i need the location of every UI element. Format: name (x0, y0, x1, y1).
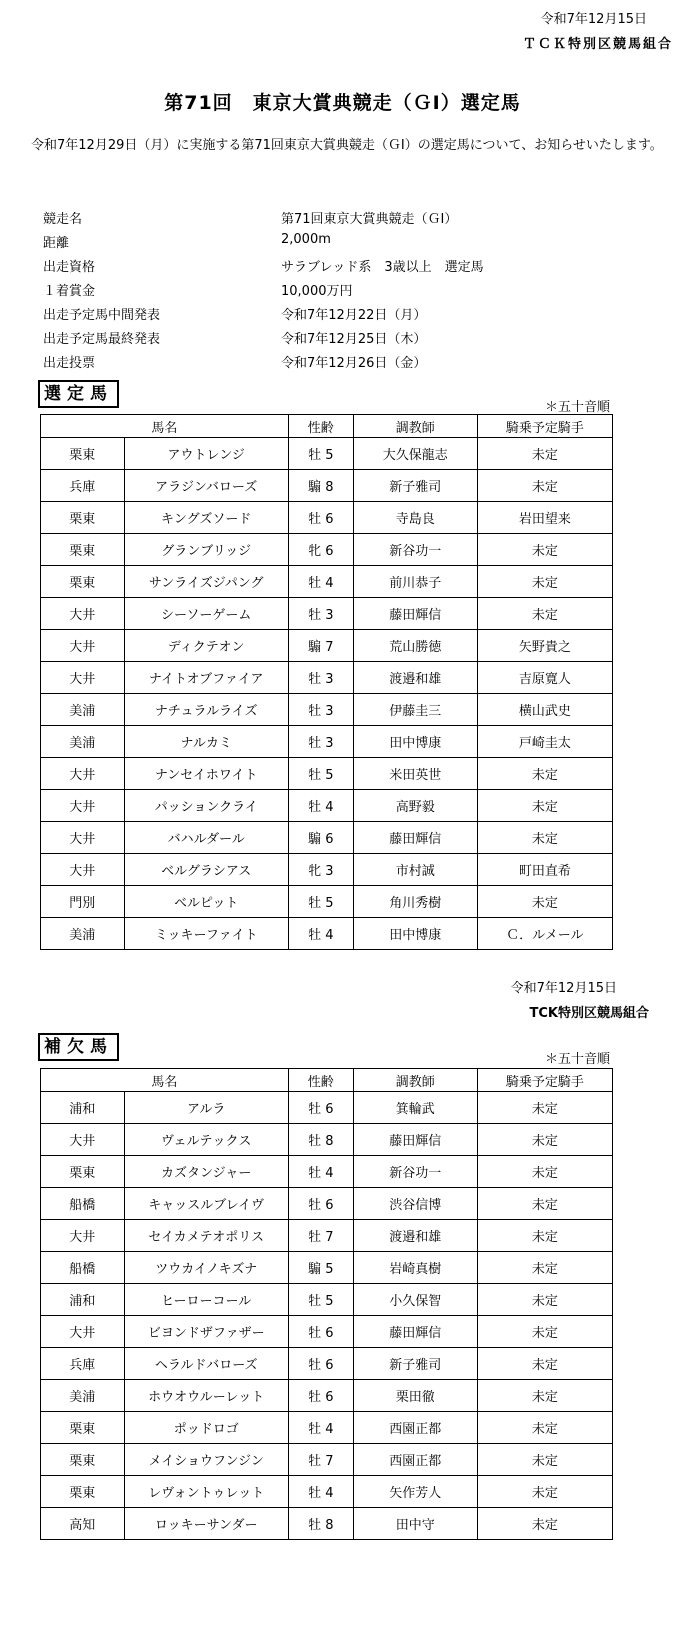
sex-age-cell: 牡 4 (288, 1412, 353, 1444)
header-date: 令和7年12月15日 (540, 12, 647, 27)
col-sex-age: 性齢 (288, 415, 353, 438)
trainer-cell: 渡邉和雄 (353, 1220, 477, 1252)
race-info-label: 出走資格 (43, 260, 96, 275)
trainer-cell: 田中博康 (353, 918, 477, 950)
region-cell: 門別 (41, 886, 125, 918)
race-info (43, 208, 484, 376)
substitute-label: 補欠馬 (38, 1033, 119, 1061)
horse-name-cell: パッションクライ (124, 790, 288, 822)
jockey-cell: 未定 (477, 790, 612, 822)
horse-name-cell: アルラ (124, 1092, 288, 1124)
trainer-cell: 角川秀樹 (353, 886, 477, 918)
region-cell: 美浦 (41, 726, 125, 758)
table-row (41, 1124, 613, 1156)
table-row (41, 502, 613, 534)
horse-name-cell: アウトレンジ (124, 438, 288, 470)
selected-table (40, 414, 613, 950)
trainer-cell: 寺島良 (353, 502, 477, 534)
region-cell: 浦和 (41, 1284, 125, 1316)
sex-age-cell: 牡 4 (288, 790, 353, 822)
region-cell: 大井 (41, 1316, 125, 1348)
horse-name-cell: ヒーローコール (124, 1284, 288, 1316)
table-row (41, 470, 613, 502)
sex-age-cell: 牡 5 (288, 758, 353, 790)
horse-name-cell: ホウオウルーレット (124, 1380, 288, 1412)
trainer-cell: 小久保智 (353, 1284, 477, 1316)
horse-name-cell: ナチュラルライズ (124, 694, 288, 726)
sex-age-cell: 牡 4 (288, 1476, 353, 1508)
table-row (41, 1508, 613, 1540)
table-row (41, 1284, 613, 1316)
second-org: TCK特別区競馬組合 (529, 1006, 649, 1021)
sex-age-cell: 牡 3 (288, 694, 353, 726)
table-row (41, 662, 613, 694)
trainer-cell: 新子雅司 (353, 470, 477, 502)
region-cell: 栗東 (41, 534, 125, 566)
sex-age-cell: 牡 6 (288, 1348, 353, 1380)
trainer-cell: 新谷功一 (353, 534, 477, 566)
jockey-cell: 矢野貴之 (477, 630, 612, 662)
selected-note: ＊五十音順 (544, 400, 610, 415)
trainer-cell: 田中守 (353, 1508, 477, 1540)
horse-name-cell: キャッスルブレイヴ (124, 1188, 288, 1220)
region-cell: 大井 (41, 822, 125, 854)
jockey-cell: 未定 (477, 1476, 612, 1508)
trainer-cell: 藤田輝信 (353, 822, 477, 854)
region-cell: 大井 (41, 662, 125, 694)
table-row (41, 1444, 613, 1476)
trainer-cell: 渡邉和雄 (353, 662, 477, 694)
region-cell: 大井 (41, 1124, 125, 1156)
table-row (41, 566, 613, 598)
horse-name-cell: サンライズジパング (124, 566, 288, 598)
region-cell: 栗東 (41, 1476, 125, 1508)
jockey-cell: 横山武史 (477, 694, 612, 726)
horse-name-cell: シーソーゲーム (124, 598, 288, 630)
sex-age-cell: 牡 7 (288, 1444, 353, 1476)
sex-age-cell: 牡 4 (288, 566, 353, 598)
sex-age-cell: 牡 8 (288, 1124, 353, 1156)
horse-name-cell: カズタンジャー (124, 1156, 288, 1188)
horse-name-cell: バハルダール (124, 822, 288, 854)
sex-age-cell: 牡 6 (288, 1316, 353, 1348)
substitute-note: ＊五十音順 (544, 1052, 610, 1067)
col-trainer: 調教師 (353, 415, 477, 438)
trainer-cell: 矢作芳人 (353, 1476, 477, 1508)
sex-age-cell: 牡 3 (288, 726, 353, 758)
jockey-cell: 未定 (477, 1412, 612, 1444)
race-info-label: 出走予定馬最終発表 (43, 332, 161, 347)
page-title: 第71回 東京大賞典競走（ＧⅠ）選定馬 (164, 92, 521, 114)
sex-age-cell: 牡 6 (288, 502, 353, 534)
horse-name-cell: ナンセイホワイト (124, 758, 288, 790)
table-row (41, 758, 613, 790)
trainer-cell: 前川恭子 (353, 566, 477, 598)
race-info-row (43, 232, 484, 256)
horse-name-cell: レヴォントゥレット (124, 1476, 288, 1508)
horse-name-cell: ビヨンドザファザー (124, 1316, 288, 1348)
jockey-cell: 未定 (477, 1220, 612, 1252)
trainer-cell: 栗田徹 (353, 1380, 477, 1412)
race-info-row (43, 208, 484, 232)
race-info-value: 令和7年12月22日（月） (281, 308, 427, 323)
trainer-cell: 伊藤圭三 (353, 694, 477, 726)
sex-age-cell: 牡 8 (288, 1508, 353, 1540)
horse-name-cell: ヴェルテックス (124, 1124, 288, 1156)
table-row (41, 598, 613, 630)
jockey-cell: 未定 (477, 1284, 612, 1316)
horse-name-cell: セイカメテオポリス (124, 1220, 288, 1252)
horse-name-cell: ナルカミ (124, 726, 288, 758)
jockey-cell: 未定 (477, 470, 612, 502)
jockey-cell: 未定 (477, 438, 612, 470)
table-row (41, 1220, 613, 1252)
substitute-table (40, 1068, 613, 1540)
horse-name-cell: ベルピット (124, 886, 288, 918)
table-row (41, 438, 613, 470)
horse-name-cell: アラジンバローズ (124, 470, 288, 502)
table-row (41, 854, 613, 886)
jockey-cell: 未定 (477, 1252, 612, 1284)
race-info-value: 令和7年12月25日（木） (281, 332, 427, 347)
sex-age-cell: 牡 3 (288, 598, 353, 630)
sex-age-cell: 牡 5 (288, 1284, 353, 1316)
sex-age-cell: 牡 6 (288, 1188, 353, 1220)
region-cell: 兵庫 (41, 1348, 125, 1380)
region-cell: 栗東 (41, 502, 125, 534)
trainer-cell: 市村誠 (353, 854, 477, 886)
col-sex-age: 性齢 (288, 1069, 353, 1092)
trainer-cell: 西園正都 (353, 1412, 477, 1444)
horse-name-cell: ロッキーサンダー (124, 1508, 288, 1540)
race-info-label: 出走投票 (43, 356, 96, 371)
horse-name-cell: グランブリッジ (124, 534, 288, 566)
jockey-cell: 未定 (477, 822, 612, 854)
selected-label: 選定馬 (38, 380, 119, 408)
region-cell: 船橋 (41, 1252, 125, 1284)
region-cell: 船橋 (41, 1188, 125, 1220)
horse-name-cell: ヘラルドバローズ (124, 1348, 288, 1380)
sex-age-cell: 牡 7 (288, 1220, 353, 1252)
horse-name-cell: ベルグラシアス (124, 854, 288, 886)
intro-text: 令和7年12月29日（月）に実施する第71回東京大賞典競走（ＧⅠ）の選定馬について、お知らせいたします。 (18, 138, 663, 153)
race-info-label: 距離 (43, 236, 70, 251)
sex-age-cell: 牡 6 (288, 1380, 353, 1412)
trainer-cell: 藤田輝信 (353, 598, 477, 630)
sex-age-cell: 騸 6 (288, 822, 353, 854)
horse-name-cell: ディクテオン (124, 630, 288, 662)
horse-name-cell: ツウカイノキズナ (124, 1252, 288, 1284)
region-cell: 浦和 (41, 1092, 125, 1124)
region-cell: 美浦 (41, 694, 125, 726)
sex-age-cell: 騸 8 (288, 470, 353, 502)
region-cell: 栗東 (41, 1444, 125, 1476)
region-cell: 美浦 (41, 918, 125, 950)
jockey-cell: 未定 (477, 1380, 612, 1412)
race-info-row (43, 304, 484, 328)
region-cell: 栗東 (41, 1156, 125, 1188)
region-cell: 兵庫 (41, 470, 125, 502)
race-info-value: 2,000m (281, 232, 331, 247)
race-info-value: 令和7年12月26日（金） (281, 356, 427, 371)
region-cell: 栗東 (41, 438, 125, 470)
jockey-cell: 未定 (477, 1348, 612, 1380)
col-jockey: 騎乗予定騎手 (477, 1069, 612, 1092)
header-org: ＴＣＫ特別区競馬組合 (522, 37, 673, 52)
region-cell: 栗東 (41, 566, 125, 598)
race-info-label: 競走名 (43, 212, 83, 227)
sex-age-cell: 牝 6 (288, 534, 353, 566)
race-info-label: 出走予定馬中間発表 (43, 308, 161, 323)
trainer-cell: 新谷功一 (353, 1156, 477, 1188)
table-row (41, 1348, 613, 1380)
sex-age-cell: 牡 6 (288, 1092, 353, 1124)
table-row (41, 694, 613, 726)
trainer-cell: 田中博康 (353, 726, 477, 758)
col-horse-name: 馬名 (41, 1069, 289, 1092)
horse-name-cell: メイショウフンジン (124, 1444, 288, 1476)
trainer-cell: 高野毅 (353, 790, 477, 822)
jockey-cell: 未定 (477, 534, 612, 566)
region-cell: 大井 (41, 1220, 125, 1252)
jockey-cell: 未定 (477, 1188, 612, 1220)
table-row (41, 534, 613, 566)
region-cell: 大井 (41, 598, 125, 630)
horse-name-cell: ミッキーファイト (124, 918, 288, 950)
trainer-cell: 岩崎真樹 (353, 1252, 477, 1284)
jockey-cell: 未定 (477, 566, 612, 598)
sex-age-cell: 牝 3 (288, 854, 353, 886)
sex-age-cell: 牡 4 (288, 1156, 353, 1188)
region-cell: 栗東 (41, 1412, 125, 1444)
region-cell: 大井 (41, 630, 125, 662)
table-row (41, 822, 613, 854)
jockey-cell: 岩田望来 (477, 502, 612, 534)
region-cell: 大井 (41, 758, 125, 790)
jockey-cell: 未定 (477, 758, 612, 790)
table-row (41, 1156, 613, 1188)
jockey-cell: 未定 (477, 1156, 612, 1188)
table-row (41, 630, 613, 662)
trainer-cell: 新子雅司 (353, 1348, 477, 1380)
col-horse-name: 馬名 (41, 415, 289, 438)
table-row (41, 790, 613, 822)
trainer-cell: 藤田輝信 (353, 1124, 477, 1156)
jockey-cell: 未定 (477, 598, 612, 630)
race-info-row (43, 280, 484, 304)
race-info-row (43, 256, 484, 280)
jockey-cell: 未定 (477, 1092, 612, 1124)
selected-table-header (41, 415, 613, 438)
trainer-cell: 荒山勝徳 (353, 630, 477, 662)
jockey-cell: 未定 (477, 1508, 612, 1540)
trainer-cell: 渋谷信博 (353, 1188, 477, 1220)
race-info-row (43, 352, 484, 376)
race-info-label: １着賞金 (43, 284, 96, 299)
table-row (41, 1252, 613, 1284)
table-row (41, 886, 613, 918)
jockey-cell: 未定 (477, 886, 612, 918)
trainer-cell: 大久保龍志 (353, 438, 477, 470)
table-row (41, 726, 613, 758)
horse-name-cell: キングズソード (124, 502, 288, 534)
region-cell: 高知 (41, 1508, 125, 1540)
jockey-cell: 未定 (477, 1316, 612, 1348)
sex-age-cell: 牡 5 (288, 438, 353, 470)
race-info-value: 10,000万円 (281, 284, 353, 299)
horse-name-cell: ナイトオブファイア (124, 662, 288, 694)
trainer-cell: 藤田輝信 (353, 1316, 477, 1348)
table-row (41, 1188, 613, 1220)
table-row (41, 1380, 613, 1412)
jockey-cell: 未定 (477, 1444, 612, 1476)
table-row (41, 1092, 613, 1124)
trainer-cell: 米田英世 (353, 758, 477, 790)
sex-age-cell: 騸 5 (288, 1252, 353, 1284)
race-info-value: サラブレッド系 3歳以上 選定馬 (281, 260, 484, 275)
col-jockey: 騎乗予定騎手 (477, 415, 612, 438)
table-row (41, 1476, 613, 1508)
jockey-cell: 未定 (477, 1124, 612, 1156)
table-row (41, 1316, 613, 1348)
horse-name-cell: ポッドロゴ (124, 1412, 288, 1444)
region-cell: 美浦 (41, 1380, 125, 1412)
race-info-row (43, 328, 484, 352)
jockey-cell: Ｃ．ルメール (477, 918, 612, 950)
jockey-cell: 戸崎圭太 (477, 726, 612, 758)
col-trainer: 調教師 (353, 1069, 477, 1092)
table-row (41, 918, 613, 950)
second-date: 令和7年12月15日 (510, 981, 617, 996)
race-info-value: 第71回東京大賞典競走（ＧⅠ） (281, 212, 458, 227)
sex-age-cell: 牡 5 (288, 886, 353, 918)
trainer-cell: 箕輪武 (353, 1092, 477, 1124)
region-cell: 大井 (41, 790, 125, 822)
region-cell: 大井 (41, 854, 125, 886)
jockey-cell: 吉原寛人 (477, 662, 612, 694)
sex-age-cell: 牡 3 (288, 662, 353, 694)
substitute-table-header (41, 1069, 613, 1092)
sex-age-cell: 騸 7 (288, 630, 353, 662)
sex-age-cell: 牡 4 (288, 918, 353, 950)
trainer-cell: 西園正都 (353, 1444, 477, 1476)
jockey-cell: 町田直希 (477, 854, 612, 886)
table-row (41, 1412, 613, 1444)
